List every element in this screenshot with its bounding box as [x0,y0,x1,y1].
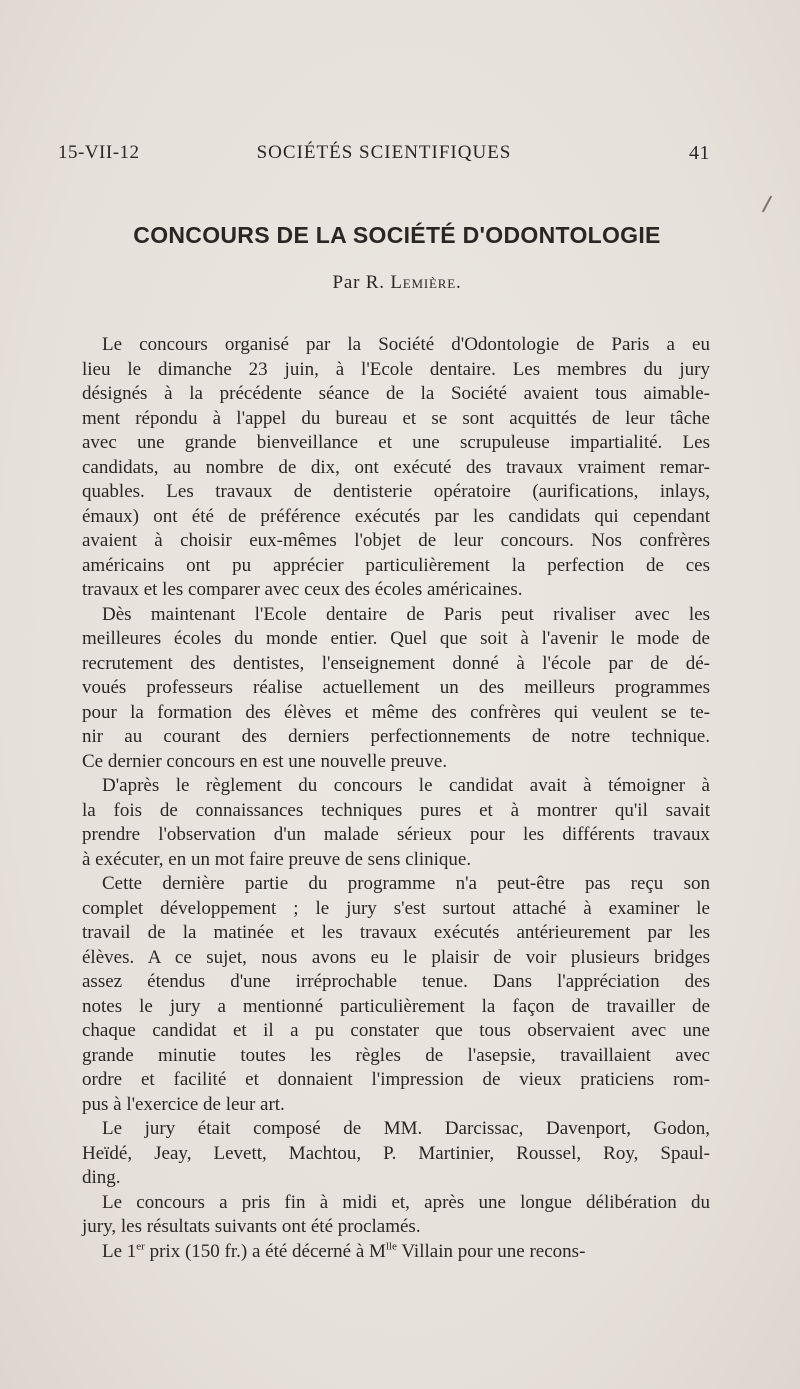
byline [58,272,736,294]
text-line: nir au courant des derniers perfectionnements de notre technique. [82,726,710,747]
text-line: à exécuter, en un mot faire preuve de sens clinique. [82,848,472,870]
text-run: Villain pour une recons- [396,1240,586,1262]
text-line: pour la formation des élèves et même des confrères qui veulent se te- [82,701,710,723]
text-line: ding. [82,1167,121,1188]
paragraph [82,1191,710,1240]
text-line: notes le jury a mentionné particulièrement la façon de travailler de [82,995,710,1017]
superscript: lle [385,1240,397,1253]
article-title: CONCOURS DE LA SOCIÉTÉ D'ODONTOLOGIE [133,222,661,248]
text-line: prendre l'observation d'un malade sérieux pour les différents travaux [82,824,710,845]
paragraph [82,333,710,603]
text-line: voués professeurs réalise actuellement un des meilleurs programmes [82,677,710,698]
text-line: Dès maintenant l'Ecole dentaire de Paris peut rivaliser avec les [102,603,710,625]
text-line: grande minutie toutes les règles de l'asepsie, travaillaient avec [82,1044,710,1066]
text-line: chaque candidat et il a pu constater que tous observaient avec une [82,1020,710,1041]
text-line: lieu le dimanche 23 juin, à l'Ecole dentaire. Les membres du jury [82,358,710,380]
text-line: meilleures écoles du monde entier. Quel que soit à l'avenir le mode de [82,628,710,649]
byline-prefix: Par R. [332,272,385,293]
text-line: D'après le règlement du concours le candidat avait à témoigner à [102,775,710,796]
text-line: assez étendus d'une irréprochable tenue. Dans l'appréciation des [82,971,710,992]
paragraph [82,872,710,1117]
text-line: ment répondu à l'appel du bureau et se sont acquittés de leur tâche [82,407,710,429]
page-number: 41 [689,142,710,164]
text-line: travail de la matinée et les travaux exécutés antérieurement par les [82,922,710,943]
text-line: complet développement ; le jury s'est surtout attaché à examiner le [82,897,710,919]
text-line: avaient à choisir eux-mêmes l'objet de leur concours. Nos confrères [82,530,710,551]
text-line: Cette dernière partie du programme n'a peut-être pas reçu son [102,873,710,894]
text-line: Heïdé, Jeay, Levett, Machtou, P. Martinier, Roussel, Roy, Spaul- [82,1142,710,1164]
margin-mark [762,196,772,213]
issue-date: 15-VII-12 [58,142,140,163]
text-line: américains ont pu apprécier particulièrement la perfection de ces [82,554,710,576]
text-line: Ce dernier concours en est une nouvelle preuve. [82,750,448,772]
running-head [58,142,710,170]
superscript: er [136,1240,145,1253]
text-line: élèves. A ce sujet, nous avons eu le plaisir de voir plusieurs bridges [82,946,710,968]
text-line [82,1240,710,1265]
text-line: jury, les résultats suivants ont été proclamés. [82,1216,421,1237]
paragraph [82,774,710,872]
text-line: la fois de connaissances techniques pures et à montrer qu'il savait [82,799,710,821]
article-body [82,333,710,1264]
paragraph-final [82,1240,710,1265]
section-title: SOCIÉTÉS SCIENTIFIQUES [256,142,512,163]
text-line: avec une grande bienveillance et une scrupuleuse impartialité. Les [82,432,710,453]
paragraph [82,603,710,775]
text-line: Le jury était composé de MM. Darcissac, Davenport, Godon, [102,1118,710,1139]
text-run: prix (150 fr.) a été décerné à M [144,1240,386,1262]
paragraph [82,1117,710,1191]
text-line: quables. Les travaux de dentisterie opératoire (aurifications, inlays, [82,481,710,502]
text-line: désignés à la précédente séance de la Société avaient tous aimable- [82,383,710,404]
text-line: pus à l'exercice de leur art. [82,1093,285,1115]
text-line: Le concours organisé par la Société d'Odontologie de Paris a eu [102,334,710,355]
text-run: Le 1 [102,1240,137,1262]
text-line: recrutement des dentistes, l'enseignement donné à l'école par de dé- [82,652,710,674]
byline-author: Lemière. [390,272,462,293]
text-line: ordre et facilité et donnaient l'impression de vieux praticiens rom- [82,1069,710,1090]
text-line: candidats, au nombre de dix, ont exécuté des travaux vraiment remar- [82,456,710,478]
text-line: émaux) ont été de préférence exécutés par les candidats qui cependant [82,505,710,527]
text-line: Le concours a pris fin à midi et, après une longue délibération du [102,1191,710,1213]
text-line: travaux et les comparer avec ceux des écoles américaines. [82,579,523,600]
